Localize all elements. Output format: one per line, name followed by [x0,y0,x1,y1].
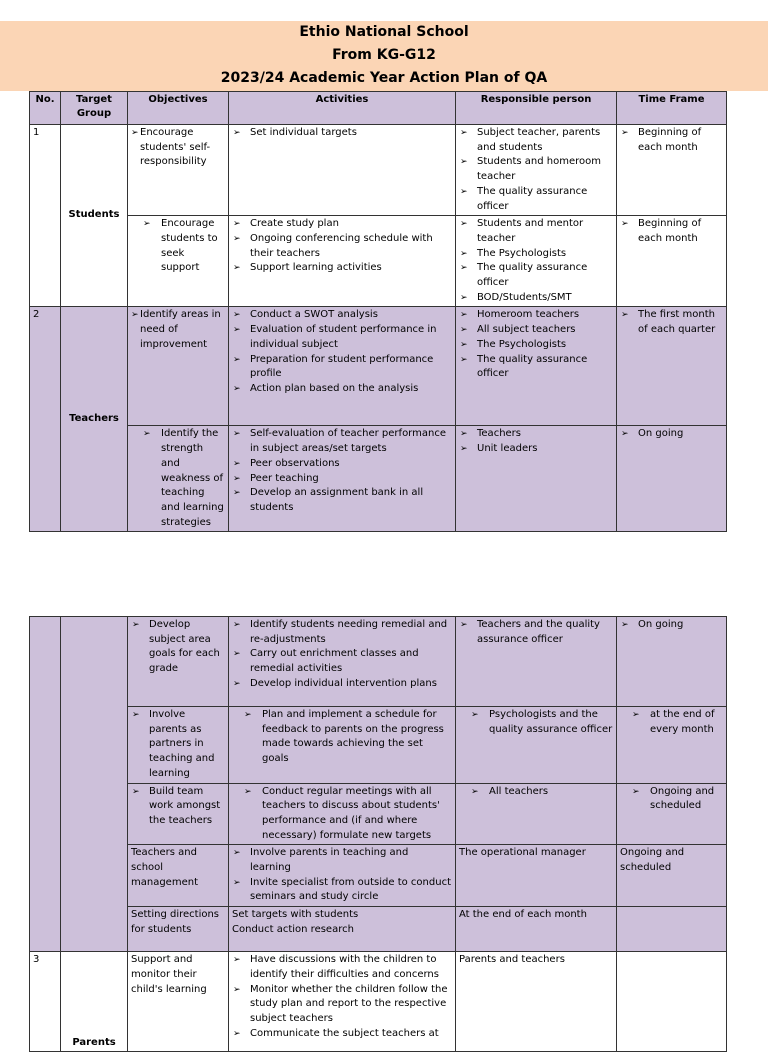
responsible-item: ➢ The Psychologists [459,247,613,262]
activity-item: ➢ Self-evaluation of teacher performance in subject areas/set targets [232,427,452,456]
time-frame-item: ➢ On going [620,427,723,442]
table-row [30,845,727,907]
action-plan-table-page-2 [29,616,727,1052]
time-frame-item: ➢ Beginning of each month [620,217,723,246]
responsible-item: ➢ The Psychologists [459,338,613,353]
time-frame-cell [617,783,727,845]
objective-text: Setting directions for students [128,907,229,952]
activities-cell [229,707,456,784]
objective-text: ➢ Identify areas in need of improvement [131,308,225,352]
objective-cell [128,307,229,426]
responsible-cell [456,125,617,216]
table-row [30,216,727,307]
responsible-item: ➢ Psychologists and the quality assurance officer [459,708,613,737]
objective-text: ➢ Identify the strength and weakness of teaching and learning strategies [131,427,225,530]
time-frame-cell [617,125,727,216]
objective-text: ➢ Build team work amongst the teachers [131,785,225,829]
responsible-item: ➢ The quality assurance officer [459,261,613,290]
objective-text: ➢ Develop subject area goals for each grade [131,618,225,677]
activities-cell [229,907,456,952]
table-row [30,125,727,216]
table-row [30,952,727,1052]
activity-item: ➢ Evaluation of student performance in individual subject [232,323,452,352]
activity-item: ➢ Develop an assignment bank in all students [232,486,452,515]
action-plan-table-page-1 [29,91,727,532]
responsible-item: ➢ BOD/Students/SMT [459,291,613,306]
col-header-objectives: Objectives [128,92,229,125]
activities-cell [229,216,456,307]
col-header-no: No. [30,92,61,125]
activity-item: ➢ Conduct regular meetings with all teachers to discuss about students' performance and (if and where necessary) formulate new targets [232,785,452,844]
activities-cell [229,952,456,1052]
row-number-continued [30,617,61,952]
activities-cell [229,783,456,845]
responsible-cell [456,707,617,784]
responsible-item: ➢ The quality assurance officer [459,185,613,214]
activity-item: ➢ Conduct a SWOT analysis [232,308,452,323]
table-row [30,707,727,784]
objective-cell [128,707,229,784]
responsible-item: ➢ Students and homeroom teacher [459,155,613,184]
responsible-text: At the end of each month [456,907,617,952]
activities-cell [229,426,456,532]
responsible-cell [456,307,617,426]
activity-item: ➢ Peer observations [232,457,452,472]
responsible-item: ➢ Teachers [459,427,613,442]
responsible-item: ➢ Subject teacher, parents and students [459,126,613,155]
col-header-time-frame: Time Frame [617,92,727,125]
objective-cell [128,125,229,216]
activity-item: ➢ Communicate the subject teachers at [232,1027,452,1042]
activity-line: Set targets with students [232,909,359,921]
document-header [0,21,768,91]
objective-text: ➢ Encourage students' self-responsibility [131,126,225,170]
table-row [30,783,727,845]
time-frame-item: ➢ The first month of each quarter [620,308,723,337]
activity-item: ➢ Plan and implement a schedule for feedback to parents on the progress made towards achieving the set goals [232,708,452,767]
table-row [30,907,727,952]
grade-range: From KG-G12 [332,47,436,63]
objective-cell [128,426,229,532]
responsible-cell [456,617,617,707]
school-name: Ethio National School [299,24,469,40]
target-group-teachers: Teachers [61,307,128,532]
objective-cell [128,783,229,845]
activity-item: ➢ Identify students needing remedial and re-adjustments [232,618,452,647]
activity-item: ➢ Create study plan [232,217,452,232]
row-number: 3 [30,952,61,1052]
responsible-text: The operational manager [456,845,617,907]
table-row [30,307,727,426]
time-frame-cell [617,617,727,707]
row-number: 1 [30,125,61,307]
responsible-item: ➢ The quality assurance officer [459,353,613,382]
table-header-row [30,92,727,125]
row-number: 2 [30,307,61,532]
time-frame-item: ➢ at the end of every month [620,708,723,737]
activities-cell [229,307,456,426]
activities-cell [229,125,456,216]
objective-cell [128,617,229,707]
table-row [30,617,727,707]
time-frame-text [617,907,727,952]
objective-text: ➢ Encourage students to seek support [131,217,225,276]
activity-item: ➢ Develop individual intervention plans [232,677,452,692]
time-frame-item: ➢ Beginning of each month [620,126,723,155]
activity-item: ➢ Involve parents in teaching and learning [232,846,452,875]
objective-text: ➢ Involve parents as partners in teaching and learning [131,708,225,782]
activity-item: ➢ Ongoing conferencing schedule with their teachers [232,232,452,261]
responsible-item: ➢ All teachers [459,785,613,800]
activity-line: Conduct action research [232,923,354,935]
col-header-activities: Activities [229,92,456,125]
responsible-item: ➢ Students and mentor teacher [459,217,613,246]
responsible-item: ➢ Unit leaders [459,442,613,457]
activities-cell [229,845,456,907]
col-header-target-group: Target Group [61,92,128,125]
responsible-cell [456,216,617,307]
activity-item: ➢ Preparation for student performance profile [232,353,452,382]
time-frame-text: Ongoing and scheduled [617,845,727,907]
target-group-parents: Parents [61,952,128,1052]
time-frame-cell [617,307,727,426]
activity-item: ➢ Support learning activities [232,261,452,276]
time-frame-item: ➢ On going [620,618,723,633]
responsible-item: ➢ Homeroom teachers [459,308,613,323]
responsible-text: Parents and teachers [456,952,617,1052]
activity-item: ➢ Invite specialist from outside to conduct seminars and study circle [232,876,452,905]
activity-item: ➢ Peer teaching [232,472,452,487]
plan-title: 2023/24 Academic Year Action Plan of QA [220,70,548,86]
activity-item: ➢ Monitor whether the children follow the study plan and report to the respective subject teachers [232,983,452,1027]
time-frame-cell [617,707,727,784]
responsible-cell [456,783,617,845]
time-frame-cell [617,216,727,307]
target-group-continued [61,617,128,952]
activity-item: ➢ Action plan based on the analysis [232,382,452,397]
activity-item: ➢ Have discussions with the children to identify their difficulties and concerns [232,953,452,982]
responsible-item: ➢ Teachers and the quality assurance officer [459,618,613,647]
responsible-cell [456,426,617,532]
objective-text: Teachers and school management [128,845,229,907]
activity-item: ➢ Carry out enrichment classes and remedial activities [232,647,452,676]
responsible-item: ➢ All subject teachers [459,323,613,338]
activity-item: ➢ Set individual targets [232,126,452,141]
objective-text: Support and monitor their child's learning [128,952,229,1052]
time-frame-text [617,952,727,1052]
time-frame-cell [617,426,727,532]
activities-cell [229,617,456,707]
table-row [30,426,727,532]
target-group-students: Students [61,125,128,307]
time-frame-item: ➢ Ongoing and scheduled [620,785,723,814]
col-header-responsible: Responsible person [456,92,617,125]
objective-cell [128,216,229,307]
